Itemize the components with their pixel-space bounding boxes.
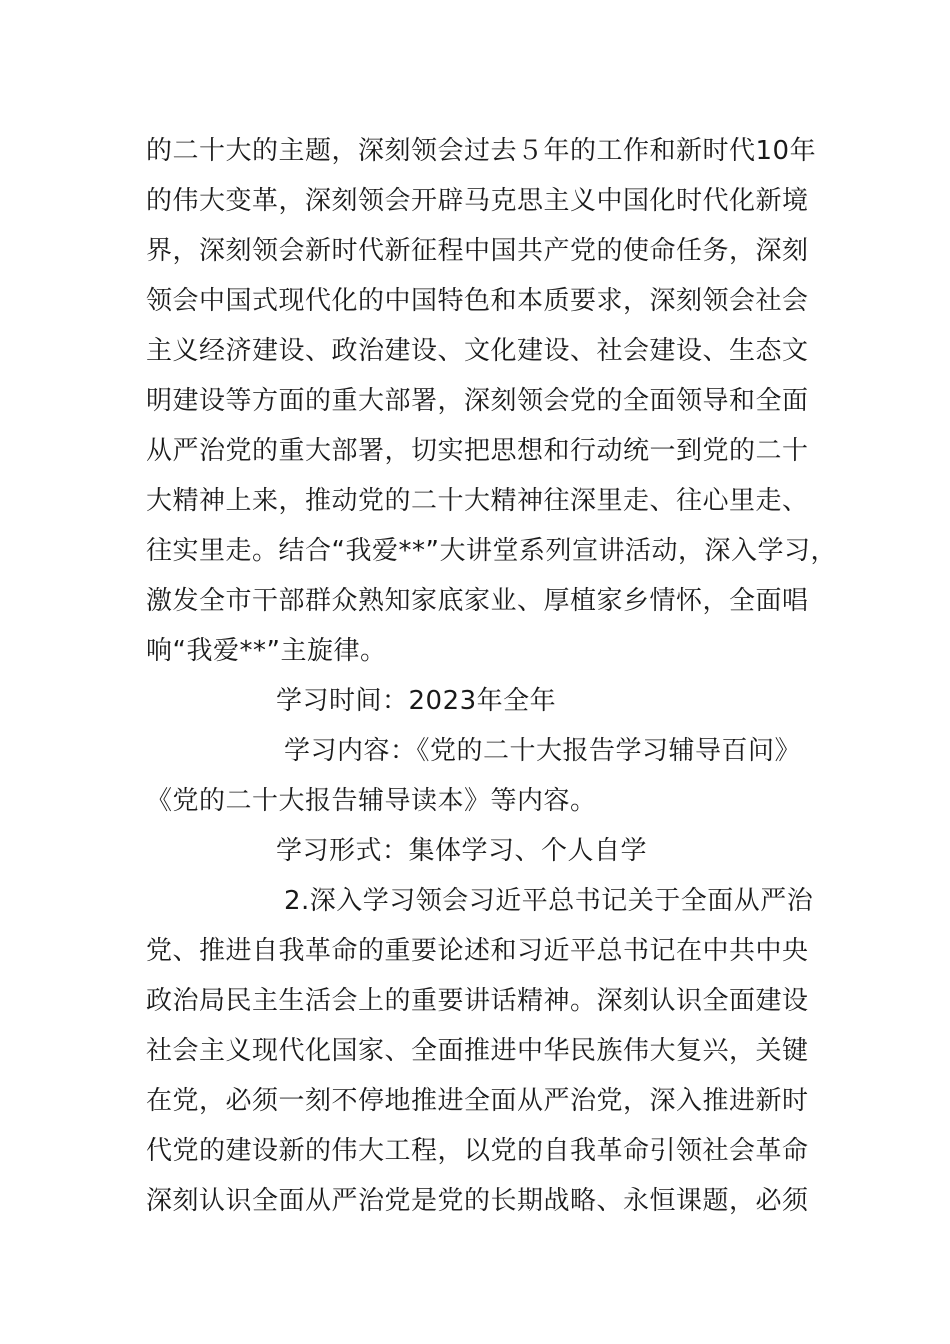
text-line: 政治局民主生活会上的重要讲话精神。深刻认识全面建设 xyxy=(146,986,809,1016)
text-line: 深刻认识全面从严治党是党的长期战略、永恒课题，必须 xyxy=(146,1186,809,1216)
text-line: 响“我爱**”主旋律。 xyxy=(146,636,387,666)
text-line: 社会主义现代化国家、全面推进中华民族伟大复兴，关键 xyxy=(146,1036,809,1066)
text-line: 在党，必须一刻不停地推进全面从严治党，深入推进新时 xyxy=(146,1086,809,1116)
text-line: 领会中国式现代化的中国特色和本质要求，深刻领会社会 xyxy=(146,286,809,316)
text-line: 从严治党的重大部署，切实把思想和行动统一到党的二十 xyxy=(146,436,809,466)
section-heading-line: 2.深入学习领会习近平总书记关于全面从严治 xyxy=(284,886,814,916)
text-line: 大精神上来，推动党的二十大精神往深里走、往心里走、 xyxy=(146,486,809,516)
study-time-line: 学习时间：2023年全年 xyxy=(276,686,557,716)
text-line: 主义经济建设、政治建设、文化建设、社会建设、生态文 xyxy=(146,336,809,366)
study-format-line: 学习形式：集体学习、个人自学 xyxy=(276,836,648,866)
text-line: 的伟大变革，深刻领会开辟马克思主义中国化时代化新境 xyxy=(146,186,809,216)
text-line: 激发全市干部群众熟知家底家业、厚植家乡情怀，全面唱 xyxy=(146,586,809,616)
text-line: 明建设等方面的重大部署，深刻领会党的全面领导和全面 xyxy=(146,386,809,416)
text-line: 代党的建设新的伟大工程，以党的自我革命引领社会革命 xyxy=(146,1136,809,1166)
text-line: 《党的二十大报告辅导读本》等内容。 xyxy=(146,786,597,816)
text-line: 往实里走。结合“我爱**”大讲堂系列宣讲活动，深入学习， xyxy=(146,536,837,566)
text-line: 的二十大的主题，深刻领会过去５年的工作和新时代10年 xyxy=(146,136,817,166)
text-line: 党、推进自我革命的重要论述和习近平总书记在中共中央 xyxy=(146,936,809,966)
study-content-line: 学习内容：《党的二十大报告学习辅导百问》 xyxy=(284,736,802,766)
text-line: 界，深刻领会新时代新征程中国共产党的使命任务，深刻 xyxy=(146,236,809,266)
